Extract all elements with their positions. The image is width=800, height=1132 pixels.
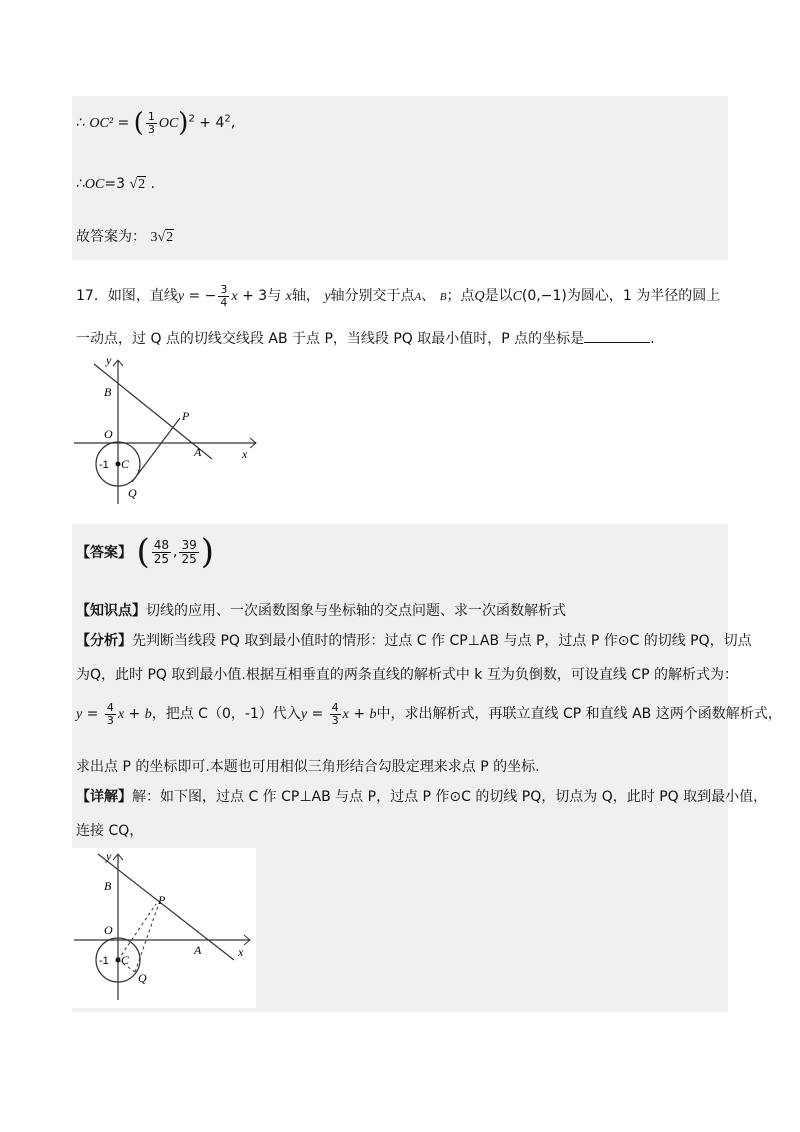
analysis-text-1: 先判断当线段 PQ 取到最小值时的情形：过点 C 作 CP⊥AB 与点 P，过点 P 作⊙C 的切线 PQ，切点 <box>132 633 752 649</box>
fig1-tangent-pq <box>132 418 180 482</box>
detail-line-2 <box>76 820 143 840</box>
fig1-label-p: P <box>182 409 190 423</box>
fig1-label-o: O <box>104 427 113 441</box>
analysis-text-2: 为Q，此时 PQ 取到最小值.根据互相垂直的两条直线的解析式中 k 互为负倒数，可设直线 CP 的解析式为： <box>76 667 738 683</box>
analysis-line-1 <box>76 630 752 650</box>
fig2-label-a: A <box>194 943 202 957</box>
fig2-label-x: x <box>238 945 244 959</box>
paren-close: ) <box>178 108 189 138</box>
fig2-label-c: C <box>121 953 130 967</box>
fig1-label-q: Q <box>128 486 137 500</box>
detail-line-1 <box>76 786 767 806</box>
paren-open: ( <box>133 108 144 138</box>
analysis-text-4: 求出点 P 的坐标即可.本题也可用相似三角形结合勾股定理来求点 P 的坐标. <box>76 759 540 775</box>
problem-text-c: 轴， <box>291 288 320 305</box>
solution-line-1: ∴ OC² = ( $\frac{1}{3}$ $OC)^2 + 4^2$, <box>76 108 236 138</box>
fig1-label-b: B <box>104 385 112 399</box>
problem-text-g: 是以 <box>484 288 513 305</box>
problem-text-f: ；点 <box>446 288 475 305</box>
problem-line-2-end: . <box>650 331 655 347</box>
problem-text-e: 、 <box>421 288 436 305</box>
fig2-label-minus1: -1 <box>99 955 109 967</box>
solution-line-2: ∴OC=3 √2 . <box>76 176 156 192</box>
answer-den-1: 25 <box>153 551 169 566</box>
answer-num-1: 48 <box>153 537 169 552</box>
answer-label: 故答案为： <box>76 229 146 245</box>
problem-17-line-1: 17．如图，直线y = − $\frac{3}{4}$ x + 3与 x轴， y轴分别交于点A、 B；点Q是以C(0,−1)为圆心，1 为半径的圆上 <box>76 283 721 309</box>
answer-num-2: 39 <box>181 537 197 552</box>
answer-blank <box>584 330 650 343</box>
final-answer-line <box>76 226 174 246</box>
detail-text-2: 连接 CQ， <box>76 823 144 839</box>
problem-text-d: 轴分别交于点 <box>330 288 415 305</box>
analysis-tag: 【分析】 <box>76 633 132 649</box>
analysis-line-4 <box>76 756 540 776</box>
answer-line: 【答案】 ( $\frac{48}{25}$ , $\frac{39}{25}$ ) <box>76 532 214 572</box>
analysis-line-3: y = $\frac{4}{3}$ x + b，把点 C（0，-1）代入y = $\frac{4}{3}$ x + b中，求出解析式，再联立直线 CP 和直线 AB 这两个函数解析式， <box>76 701 782 727</box>
detail-tag: 【详解】 <box>76 789 132 805</box>
analysis-line-2 <box>76 664 738 684</box>
analysis-text-3-mid: ，把点 C（0，-1）代入 <box>151 706 301 723</box>
answer-value: 3√2 <box>150 230 174 245</box>
fig1-center-point <box>116 462 121 467</box>
fig2-label-y: y <box>106 849 112 863</box>
problem-number: 17． <box>76 288 108 305</box>
fig1-label-minus1: -1 <box>99 459 109 471</box>
problem-text-a: 如图，直线 <box>107 288 178 305</box>
oc-term: OC <box>158 116 179 131</box>
problem-line-2-text: 一动点，过 Q 点的切线交线段 AB 于点 P，当线段 PQ 取最小值时，P 点的坐标是 <box>76 331 585 347</box>
detail-text-1: 解：如下图，过点 C 作 CP⊥AB 与点 P，过点 P 作⊙C 的切线 PQ，切点为 Q，此时 PQ 取到最小值， <box>132 789 768 805</box>
answer-tag: 【答案】 <box>76 545 132 561</box>
fig1-label-x: x <box>242 447 248 461</box>
figure-1 <box>72 352 272 512</box>
knowledge-text: 切线的应用、一次函数图象与坐标轴的交点问题、求一次函数解析式 <box>146 603 566 619</box>
fig1-label-y: y <box>106 353 112 367</box>
fig2-label-b: B <box>104 879 112 893</box>
fig2-label-q: Q <box>138 971 147 985</box>
therefore-symbol: ∴ <box>76 115 85 131</box>
fig1-label-a: A <box>194 445 202 459</box>
fig1-label-c: C <box>121 457 130 471</box>
answer-den-2: 25 <box>181 551 197 566</box>
problem-text-b: 与 <box>267 288 282 305</box>
problem-text-h: 为圆心，1 为半径的圆上 <box>566 288 721 305</box>
fig2-label-p: P <box>158 893 166 907</box>
fig2-label-o: O <box>104 923 113 937</box>
fraction-one-third: $\frac{1}{3}$ <box>147 109 155 136</box>
problem-17-line-2 <box>76 328 655 348</box>
oc-squared: OC² <box>89 116 114 131</box>
figure-2 <box>72 848 256 1008</box>
knowledge-tag: 【知识点】 <box>76 603 146 619</box>
knowledge-line <box>76 600 566 620</box>
analysis-text-3-end: 中，求出解析式，再联立直线 CP 和直线 AB 这两个函数解析式， <box>376 706 782 723</box>
